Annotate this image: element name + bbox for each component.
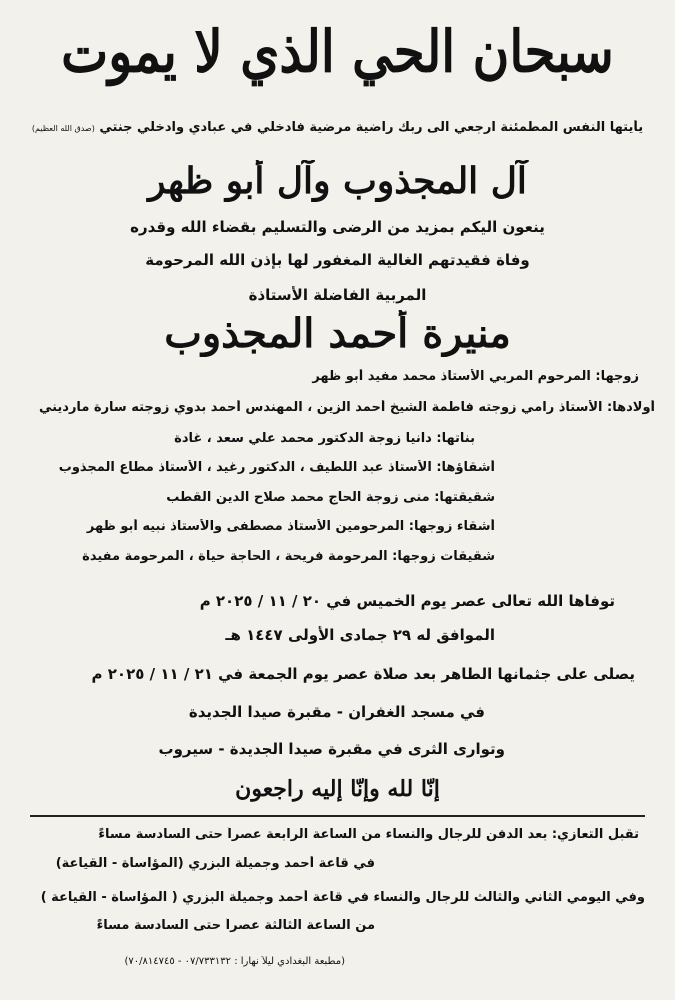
relative-husband-brothers: أشقاء زوجها: المرحومين الأستاذ مصطفى والأستاذ نبيه أبو ظهر <box>86 519 495 534</box>
death-hijri-date: الموافق له ٢٩ جمادى الأولى ١٤٤٧ هـ <box>225 626 495 644</box>
relative-sons: أولادها: الأستاذ رامي زوجته فاطمة الشيخ أحمد الزين ، المهندس أحمد بدوي زوجته سارة مارديني <box>38 400 655 415</box>
relative-daughters: بناتها: دانيا زوجة الدكتور محمد علي سعد ، غادة <box>174 431 475 446</box>
condolences-line-3: وفي اليومي الثاني والثالث للرجال والنساء في قاعة أحمد وجميلة البزري ( المؤاساة - القياعة ) <box>40 890 645 905</box>
deceased-name: منيرة أحمد المجذوب <box>164 310 511 357</box>
burial-place: وتوارى الثرى في مقبرة صيدا الجديدة - سيروب <box>158 740 505 758</box>
death-date: توفاها الله تعالى عصر يوم الخميس في ٢٠ / ١١ / ٢٠٢٥ م <box>199 592 615 610</box>
relative-husband: زوجها: المرحوم المربي الأستاذ محمد مفيد أبو ظهر <box>312 369 639 384</box>
announcement-line-1: ينعون اليكم بمزيد من الرضى والتسليم بقضاء الله وقدره <box>130 218 545 236</box>
condolences-line-2: في قاعة أحمد وجميلة البزري (المؤاساة - القياعة) <box>55 856 375 871</box>
condolences-line-1: تقبل التعازي: بعد الدفن للرجال والنساء من الساعة الرابعة عصراً حتى السادسة مساءً <box>98 827 639 842</box>
verse-text: يأيتها النفس المطمئنة ارجعي الى ربك راضية مرضية فادخلي في عبادي وادخلي جنتي <box>99 120 644 135</box>
relative-husband-sisters: شقيقات زوجها: المرحومة فريحة ، الحاجة حياة ، المرحومة مفيدة <box>82 549 495 564</box>
condolences-line-4: من الساعة الثالثة عصراً حتى السادسة مساءً <box>96 918 375 933</box>
divider <box>30 815 645 817</box>
funeral-prayer: يصلى على جثمانها الطاهر بعد صلاة عصر يوم الجمعة في ٢١ / ١١ / ٢٠٢٥ م <box>91 665 635 683</box>
funeral-mosque: في مسجد الغفران - مقبرة صيدا الجديدة <box>188 703 485 721</box>
relative-brothers: أشقاؤها: الأستاذ عبد اللطيف ، الدكتور رغيد ، الأستاذ مطاع المجذوب <box>58 460 495 475</box>
announcement-line-3: المربية الفاضلة الأستاذة <box>248 286 427 304</box>
printer-info: (مطبعة البغدادي ليلاً نهاراً : ٠٧/٧٣٣١٣٢ - ٧٠/٨١٤٧٤٥) <box>124 956 345 967</box>
closing-verse: إنّا لله وإنّا إليه راجعون <box>235 776 440 802</box>
quran-verse <box>20 120 655 135</box>
families-title: آل المجذوب وآل أبو ظهر <box>148 160 527 202</box>
relative-sister: شقيقتها: منى زوجة الحاج محمد صلاح الدين القطب <box>166 490 495 505</box>
calligraphy-header: سبحان الحي الذي لا يموت <box>61 17 614 86</box>
announcement-line-2: وفاة فقيدتهم الغالية المغفور لها بإذن الله المرحومة <box>145 251 530 269</box>
verse-source: (صدق الله العظيم) <box>31 124 95 133</box>
